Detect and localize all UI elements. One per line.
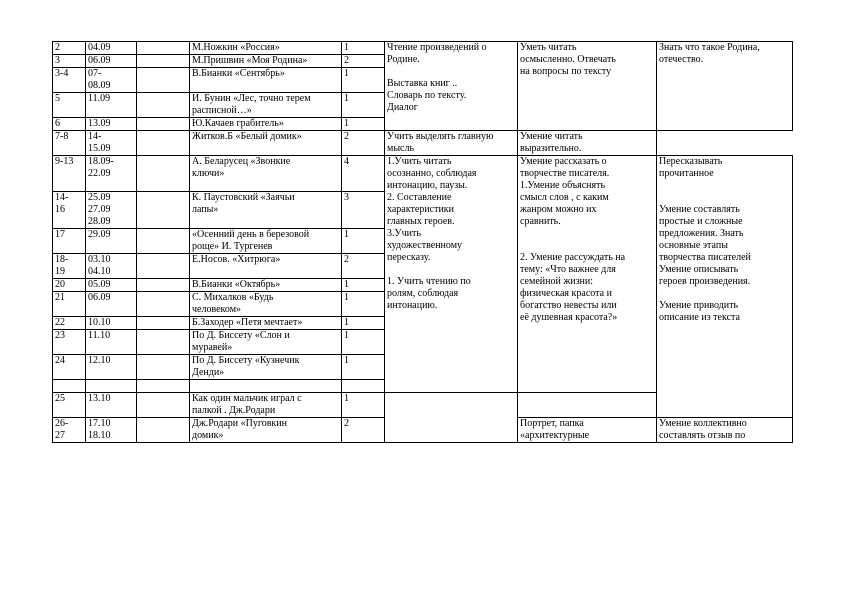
cell-line: человеком»	[192, 304, 242, 315]
empty-cell	[137, 330, 190, 355]
lesson-title-cell	[190, 118, 342, 131]
cell-line: По Д. Биссету «Кузнечик	[192, 355, 300, 366]
lesson-title-cell	[190, 292, 342, 317]
cell-line: тему: «Что важнее для	[520, 264, 616, 275]
cell-line	[520, 228, 654, 240]
cell-line: осмысленно. Отвечать	[520, 54, 616, 65]
lesson-number-cell	[53, 279, 86, 292]
cell-line: А. Беларусец «Звонкие	[192, 156, 291, 167]
cell-line: 19	[55, 266, 65, 277]
cell-line: Дж.Родари «Пуговкин	[192, 418, 287, 429]
lesson-date-cell	[86, 355, 137, 380]
lesson-hours-cell	[342, 156, 385, 192]
lesson-number-cell	[53, 68, 86, 93]
cell-line: творчестве писателя.	[520, 168, 610, 179]
lesson-date-cell	[86, 330, 137, 355]
lesson-number-cell	[53, 192, 86, 229]
cell-line: Выставка книг ..	[387, 78, 458, 89]
cell-line: 2	[344, 418, 349, 429]
cell-line: 17.10	[88, 418, 111, 429]
lesson-hours-cell	[342, 330, 385, 355]
lesson-hours-cell	[342, 317, 385, 330]
cell-line: жанром можно их	[520, 204, 597, 215]
cell-line: 15.09	[88, 143, 111, 154]
lesson-hours-cell	[342, 393, 385, 418]
cell-line: По Д. Биссету «Слон и	[192, 330, 290, 341]
cell-line: лапы»	[192, 204, 219, 215]
cell-line: 2	[55, 42, 60, 53]
cell-line: 1.Умение объяснять	[520, 180, 606, 191]
lesson-hours-cell	[342, 254, 385, 279]
cell-line: 1.Учить читать	[387, 156, 452, 167]
cell-line: Умение составлять	[659, 204, 740, 215]
lesson-hours-cell	[342, 42, 385, 55]
lesson-title-cell	[190, 131, 342, 156]
cell-line: Ю.Качаев грабитель»	[192, 118, 284, 129]
cell-line: 04.10	[88, 266, 111, 277]
empty-cell	[137, 393, 190, 418]
results-cell	[657, 156, 793, 418]
lesson-hours-cell	[342, 355, 385, 380]
cell-line: 25.09	[88, 192, 111, 203]
skills-cell	[518, 42, 657, 131]
skills-cell	[385, 393, 518, 443]
lesson-date-cell	[86, 156, 137, 192]
lesson-title-cell	[190, 418, 342, 443]
cell-line: творчества писателей	[659, 252, 751, 263]
table-row	[53, 131, 793, 156]
lesson-date-cell	[86, 317, 137, 330]
cell-line: составлять отзыв по	[659, 430, 746, 441]
lesson-hours-cell	[342, 93, 385, 118]
skills-cell	[385, 131, 518, 156]
empty-cell	[137, 317, 190, 330]
cell-line	[659, 288, 790, 300]
cell-line: 1	[344, 330, 349, 341]
lesson-number-cell	[53, 418, 86, 443]
cell-line: Как один мальчик играл с	[192, 393, 302, 404]
cell-line: пересказу.	[387, 252, 431, 263]
lesson-title-cell	[190, 192, 342, 229]
lesson-number-cell	[53, 42, 86, 55]
cell-line: физическая красота и	[520, 288, 612, 299]
cell-line: предложения. Знать	[659, 228, 744, 239]
cell-line: 28.09	[88, 216, 111, 227]
cell-line: 18-	[55, 254, 69, 265]
results-cell	[657, 42, 793, 131]
cell-line: 2	[344, 55, 349, 66]
lesson-date-cell	[86, 393, 137, 418]
lesson-number-cell	[53, 156, 86, 192]
lesson-hours-cell	[342, 118, 385, 131]
lesson-title-cell	[190, 68, 342, 93]
cell-line: 4	[344, 156, 349, 167]
cell-line: героев произведения.	[659, 276, 751, 287]
empty-cell	[137, 192, 190, 229]
empty-cell	[137, 156, 190, 192]
cell-line: простые и сложные	[659, 216, 743, 227]
cell-line: 24	[55, 355, 65, 366]
cell-line: 1	[344, 118, 349, 129]
cell-line	[659, 192, 790, 204]
lesson-number-cell	[53, 330, 86, 355]
lesson-number-cell	[53, 393, 86, 418]
cell-line: В.Бианки «Октябрь»	[192, 279, 281, 290]
cell-line: Житков.Б «Белый домик»	[192, 131, 302, 142]
cell-line: 14-	[88, 131, 102, 142]
empty-cell	[137, 418, 190, 443]
cell-line	[387, 66, 515, 78]
cell-line: ключи»	[192, 168, 225, 179]
lesson-title-cell	[190, 156, 342, 192]
lesson-title-cell	[190, 229, 342, 254]
empty-cell	[137, 380, 190, 393]
cell-line: Знать что такое Родина,	[659, 42, 760, 53]
lesson-hours-cell	[342, 418, 385, 443]
lesson-hours-cell	[342, 192, 385, 229]
empty-cell	[137, 118, 190, 131]
empty-cell	[137, 68, 190, 93]
lesson-number-cell	[53, 380, 86, 393]
cell-line: 12.10	[88, 355, 111, 366]
cell-line: М.Ножкин «Россия»	[192, 42, 280, 53]
cell-line: Уметь читать	[520, 42, 577, 53]
cell-line: 05.09	[88, 279, 111, 290]
cell-line: 1	[344, 42, 349, 53]
lesson-number-cell	[53, 93, 86, 118]
cell-line: 2. Умение рассуждать на	[520, 252, 626, 263]
lesson-title-cell	[190, 42, 342, 55]
activity-cell	[385, 156, 518, 393]
cell-line: отечество.	[659, 54, 704, 65]
empty-cell	[137, 131, 190, 156]
cell-line: Родине.	[387, 54, 420, 65]
cell-line: характеристики	[387, 204, 455, 215]
lesson-hours-cell	[342, 380, 385, 393]
cell-line: 2	[344, 254, 349, 265]
cell-line: 21	[55, 292, 65, 303]
cell-line: 06.09	[88, 55, 111, 66]
cell-line: 25	[55, 393, 65, 404]
cell-line: Умение описывать	[659, 264, 739, 275]
cell-line: Портрет, папка	[520, 418, 584, 429]
lesson-plan-table	[52, 41, 793, 443]
cell-line: 3	[344, 192, 349, 203]
cell-line: 1. Учить чтению по	[387, 276, 471, 287]
lesson-number-cell	[53, 254, 86, 279]
lesson-title-cell	[190, 279, 342, 292]
cell-line	[387, 264, 515, 276]
cell-line: Пересказывать	[659, 156, 723, 167]
skills-cell	[518, 156, 657, 393]
cell-line: основные этапы	[659, 240, 728, 251]
cell-line: 06.09	[88, 292, 111, 303]
cell-line: прочитанное	[659, 168, 714, 179]
lesson-title-cell	[190, 317, 342, 330]
cell-line: 1	[344, 393, 349, 404]
cell-line: 08.09	[88, 80, 111, 91]
lesson-number-cell	[53, 118, 86, 131]
lesson-hours-cell	[342, 131, 385, 156]
lesson-date-cell	[86, 418, 137, 443]
cell-line: 07-	[88, 68, 102, 79]
cell-line: 10.10	[88, 317, 111, 328]
cell-line: 26-	[55, 418, 69, 429]
empty-cell	[137, 355, 190, 380]
cell-line: 27.09	[88, 204, 111, 215]
cell-line: 22	[55, 317, 65, 328]
cell-line: С. Михалков «Будь	[192, 292, 274, 303]
activity-cell	[518, 418, 657, 443]
cell-line: 9-13	[55, 156, 74, 167]
cell-line: 20	[55, 279, 65, 290]
cell-line: 1	[344, 68, 349, 79]
cell-line: И. Бунин «Лес, точно терем	[192, 93, 311, 104]
cell-line: Умение читать	[520, 131, 583, 142]
lesson-number-cell	[53, 292, 86, 317]
cell-line: палкой . Дж.Родари	[192, 405, 276, 416]
lesson-number-cell	[53, 317, 86, 330]
cell-line: Учить выделять главную	[387, 131, 494, 142]
cell-line: семейной жизни:	[520, 276, 594, 287]
lesson-title-cell	[190, 93, 342, 118]
cell-line: М.Пришвин «Моя Родина»	[192, 55, 308, 66]
cell-line: 1	[344, 229, 349, 240]
results-cell	[657, 418, 793, 443]
lesson-title-cell	[190, 355, 342, 380]
table-body	[53, 42, 793, 443]
cell-line: Б.Заходер «Петя мечтает»	[192, 317, 303, 328]
cell-line: на вопросы по тексту	[520, 66, 612, 77]
cell-line	[659, 180, 790, 192]
cell-line: 29.09	[88, 229, 111, 240]
cell-line: 13.10	[88, 393, 111, 404]
cell-line: 5	[55, 93, 60, 104]
cell-line: 1	[344, 292, 349, 303]
lesson-title-cell	[190, 55, 342, 68]
cell-line: художественному	[387, 240, 463, 251]
lesson-hours-cell	[342, 55, 385, 68]
lesson-date-cell	[86, 118, 137, 131]
cell-line: Денди»	[192, 367, 225, 378]
lesson-hours-cell	[342, 229, 385, 254]
empty-cell	[137, 254, 190, 279]
cell-line: интонацию.	[387, 300, 438, 311]
cell-line: 04.09	[88, 42, 111, 53]
cell-line: 3-4	[55, 68, 69, 79]
lesson-number-cell	[53, 355, 86, 380]
lesson-title-cell	[190, 330, 342, 355]
lesson-date-cell	[86, 42, 137, 55]
cell-line: 11.10	[88, 330, 111, 341]
cell-line: К. Паустовский «Заячьи	[192, 192, 295, 203]
empty-cell	[137, 93, 190, 118]
cell-line: 22.09	[88, 168, 111, 179]
cell-line: 2	[344, 131, 349, 142]
lesson-title-cell	[190, 380, 342, 393]
table-row	[53, 42, 793, 55]
lesson-date-cell	[86, 192, 137, 229]
cell-line: осознанно, соблюдая	[387, 168, 477, 179]
cell-line: «Осенний день в березовой	[192, 229, 310, 240]
cell-line: 7-8	[55, 131, 69, 142]
lesson-hours-cell	[342, 292, 385, 317]
lesson-date-cell	[86, 55, 137, 68]
cell-line: смысл слов , с каким	[520, 192, 609, 203]
cell-line: «архитектурные	[520, 430, 590, 441]
empty-cell	[137, 292, 190, 317]
cell-line: Чтение произведений о	[387, 42, 487, 53]
lesson-date-cell	[86, 68, 137, 93]
cell-line: 16	[55, 204, 65, 215]
cell-line: В.Бианки «Сентябрь»	[192, 68, 285, 79]
cell-line: 1	[344, 279, 349, 290]
activity-cell	[385, 42, 518, 131]
cell-line: 18.10	[88, 430, 111, 441]
cell-line: 1	[344, 355, 349, 366]
cell-line: 11.09	[88, 93, 111, 104]
cell-line: главных героев.	[387, 216, 455, 227]
cell-line: Е.Носов. «Хитрюга»	[192, 254, 281, 265]
cell-line: интонацию, паузы.	[387, 180, 468, 191]
cell-line: описание из текста	[659, 312, 740, 323]
lesson-date-cell	[86, 93, 137, 118]
cell-line	[520, 240, 654, 252]
cell-line: Диалог	[387, 102, 418, 113]
cell-line: 13.09	[88, 118, 111, 129]
cell-line: 23	[55, 330, 65, 341]
cell-line: её душевная красота?»	[520, 312, 618, 323]
cell-line: домик»	[192, 430, 224, 441]
lesson-title-cell	[190, 254, 342, 279]
lesson-date-cell	[86, 229, 137, 254]
lesson-hours-cell	[342, 279, 385, 292]
empty-cell	[137, 229, 190, 254]
cell-line: Умение рассказать о	[520, 156, 607, 167]
cell-line: 1	[344, 93, 349, 104]
lesson-date-cell	[86, 279, 137, 292]
cell-line: 2. Составление	[387, 192, 452, 203]
lesson-number-cell	[53, 131, 86, 156]
lesson-number-cell	[53, 55, 86, 68]
empty-cell	[137, 55, 190, 68]
cell-line: 03.10	[88, 254, 111, 265]
cell-line: 27	[55, 430, 65, 441]
cell-line: муравей»	[192, 342, 233, 353]
empty-cell	[137, 42, 190, 55]
cell-line: мысль	[387, 143, 415, 154]
lesson-hours-cell	[342, 68, 385, 93]
lesson-date-cell	[86, 380, 137, 393]
cell-line: 1	[344, 317, 349, 328]
cell-line: 3	[55, 55, 60, 66]
lesson-number-cell	[53, 229, 86, 254]
table-row	[53, 156, 793, 192]
cell-line: сравнить.	[520, 216, 561, 227]
lesson-date-cell	[86, 292, 137, 317]
cell-line: 3.Учить	[387, 228, 421, 239]
cell-line: 6	[55, 118, 60, 129]
cell-line: Словарь по тексту.	[387, 90, 467, 101]
cell-line: расписной…»	[192, 105, 252, 116]
lesson-title-cell	[190, 393, 342, 418]
cell-line: выразительно.	[520, 143, 582, 154]
lesson-date-cell	[86, 254, 137, 279]
empty-cell	[137, 279, 190, 292]
lesson-date-cell	[86, 131, 137, 156]
cell-line: 17	[55, 229, 65, 240]
cell-line: ролям, соблюдая	[387, 288, 459, 299]
cell-line: Умение приводить	[659, 300, 739, 311]
cell-line: богатство невесты или	[520, 300, 617, 311]
cell-line: Умение коллективно	[659, 418, 747, 429]
cell-line: 18.09-	[88, 156, 114, 167]
results-cell	[518, 131, 657, 156]
cell-line: роще» И. Тургенев	[192, 241, 273, 252]
cell-line: 14-	[55, 192, 69, 203]
